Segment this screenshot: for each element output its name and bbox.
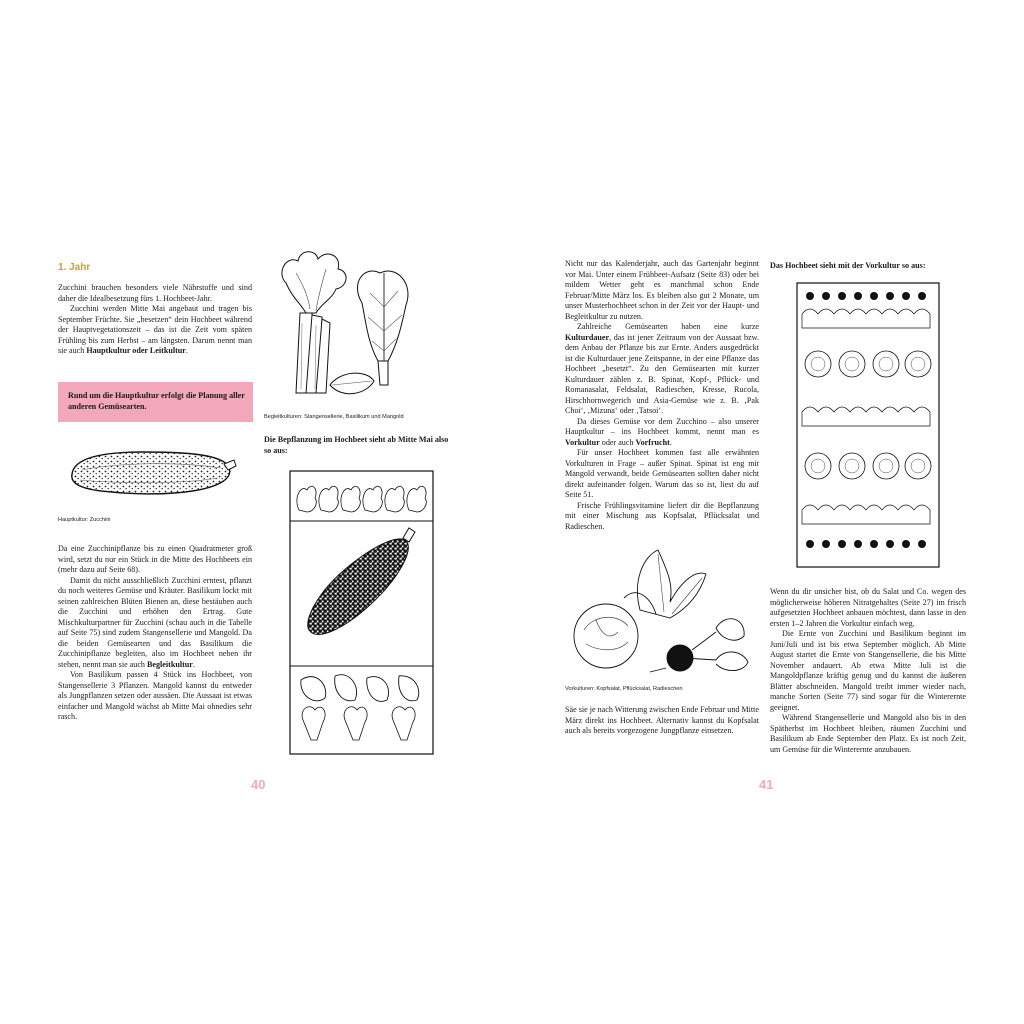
col2-paragraph-1: Wenn du dir unsicher bist, ob du Salat und Co. wegen des möglicherweise höheren Nitratgehaltes (Seite 27) im frisch aufgesetzten Hochbeet anbauen möchtest, dann lasse in den ersten 1–2 Jahren die Vorkultur einfach weg. [770, 587, 966, 628]
zucchini-illustration [62, 440, 238, 504]
col1-bottom-paragraph: Säe sie je nach Witterung zwischen Ende Februar und Mitte März direkt ins Hochbeet. Alternativ kannst du Kopfsalat auch als bereits vorgezogene Jungpflanze einsetzen. [565, 705, 759, 735]
intro-text [58, 283, 252, 357]
caption-zucchini: Hauptkultur: Zucchini [58, 517, 111, 523]
col1-paragraph-2: Zahlreiche Gemüsearten haben eine kurze Kulturdauer, das ist jener Zeitraum von der Aussaat bzw. dem Anbau der Pflanze bis zur Ernte. Anders ausgedrückt ist die Kulturdauer jene Zeitspanne, in der eine Pflanze das Hochbeet „besetzt“. Zu den Gemüsearten mit kurzer Kulturdauer zählen z. B. Spinat, Kopf-, Pflück- und Romanasalat, Feldsalat, Radieschen, Kresse, Rucola, Hirschhornwegerich und Asia-Gemüse wie z. B. ‚Pak Choi‘, ‚Mizuna‘ oder ‚Tatsoi‘. [565, 322, 759, 415]
body-text [58, 544, 252, 723]
bed-heading-right: Das Hochbeet sieht mit der Vorkultur so aus: [770, 261, 926, 270]
col2-paragraph-2: Die Ernte von Zucchini und Basilikum beginnt im Juni/Juli und ist bis etwa September möglich. Ab Mitte August startet die Ernte von Stangensellerie, die bis Mitte November andauert. Ab etwa Mitte Juli ist die Mangoldpflanze kräftig genug und du kannst die äußeren Blätter abschneiden. Mangold treibt immer wieder nach, manche Sorten (Seite 77) sind sogar für die Winterernte geeignet. [770, 629, 966, 712]
caption-precrop: Vorkulturen: Kopfsalat, Pflücksalat, Radieschen [565, 686, 683, 692]
col1-paragraph-5: Frische Frühlingsvitamine liefert dir die Bepflanzung mit einer Mischung aus Kopfsalat, Pflücksalat und Radieschen. [565, 500, 759, 531]
caption-companion: Begleitkulturen: Stangensellerie, Basilikum und Mangold [264, 414, 404, 420]
callout-box [58, 382, 253, 422]
intro-paragraph-1: Zucchini brauchen besonders viele Nährstoffe und sind daher die Idealbesetzung fürs 1. Hochbeet-Jahr. [58, 283, 252, 303]
col1-paragraph-3: Da dieses Gemüse vor dem Zucchino – also unserer Hauptkultur – ins Hochbeet kommt, nennt man es Vorkultur oder auch Vorfrucht. [565, 416, 759, 447]
right-column-1 [565, 259, 759, 532]
companion-plants-illustration [266, 243, 436, 408]
body-paragraph-1: Da eine Zucchinipflanze bis zu einen Quadratmeter groß wird, setzt du nur ein Stück in die Mitte des Hochbeets ein (mehr dazu auf Seite 68). [58, 544, 252, 574]
precrop-illustration [566, 540, 758, 680]
body-paragraph-3: Von Basilikum passen 4 Stück ins Hochbeet, von Stangensellerie 3 Pflanzen. Mangold kannst du entweder als Jungpflanzen setzen oder aussäen. Die Aussaat ist etwas einfacher und Mangold wächst ab Mitte Mai ohnedies sehr rasch. [58, 670, 252, 721]
callout-text: Rund um die Hauptkultur erfolgt die Planung aller anderen Gemüsearten. [68, 391, 245, 411]
right-column-1-bottom [565, 705, 759, 737]
col1-paragraph-1: Nicht nur das Kalenderjahr, auch das Gartenjahr beginnt vor Mai. Unter einem Frühbeet-Aufsatz (Seite 83) oder bei mildem Wetter geht es manchmal schon Ende Februar/Mitte März los. Es bleiben also gut 2 Monate, um unser Musterhochbeet schon in der Zeit vor der Haupt- und Begleitkultur zu nutzen. [565, 259, 759, 321]
raised-bed-precrop [796, 282, 940, 568]
page-number-right: 41 [759, 777, 774, 792]
raised-bed-main-crop [289, 470, 434, 755]
col1-paragraph-4: Für unser Hochbeet kommen fast alle erwähnten Vorkulturen in Frage – außer Spinat. Spinat ist eng mit Mangold verwandt, beide Gemüsearten sollten daher nicht direkt aufeinander folgen. Warum das so ist, liest du auf Seite 51. [565, 448, 759, 499]
page-number-left: 40 [251, 777, 266, 792]
intro-paragraph-2: Zucchini werden Mitte Mai angebaut und tragen bis September Früchte. Sie „besetzen“ dein Hochbeet während der Hauptvegetationszeit – das ist die Zeit vom späten Frühling bis zum Herbst – am längsten. Darum nennt man sie auch Hauptkultur oder Leitkultur. [58, 304, 252, 355]
col2-paragraph-3: Während Stangensellerie und Mangold also bis in den Spätherbst im Hochbeet bleiben, räumen Zucchini und Basilikum ab Ende September den Platz. Es ist noch Zeit, um Gemüse für die Winterernte anzubauen. [770, 713, 966, 754]
body-paragraph-2: Damit du nicht ausschließlich Zucchini erntest, pflanzt du noch weiteres Gemüse und Kräuter. Basilikum lockt mit seinen zahlreichen Blüten Bienen an, diese bestäuben auch die Zucchini und erhöhen den Ertrag. Gute Mischkulturpartner für Zucchini (schau auch in die Tabelle auf Seite 75) sind zudem Stangensellerie und Mangold. Da die beiden Gemüsearten und das Basilikum die Zucchinipflanze begleiten, also im Hochbeet neben ihr stehen, nennt man sie auch Begleitkultur. [58, 575, 252, 669]
right-column-2 [770, 587, 966, 755]
bed-heading-left: Die Bepflanzung im Hochbeet sieht ab Mitte Mai also so aus: [264, 435, 449, 455]
section-heading: 1. Jahr [58, 262, 91, 273]
